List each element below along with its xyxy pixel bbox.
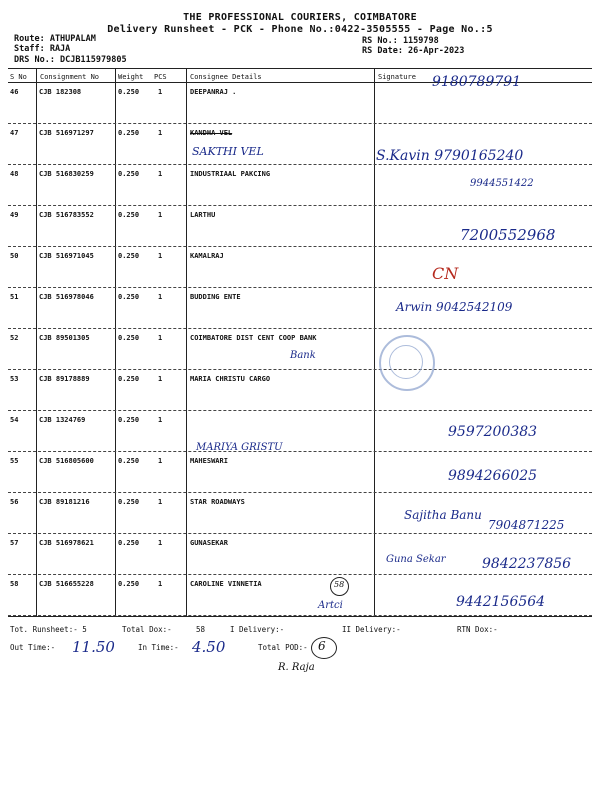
handwritten-note: 58 <box>334 580 345 589</box>
drs-number: DRS No.: DCJB115979805 <box>14 55 127 65</box>
bank-seal-stamp <box>379 335 435 391</box>
row-weight: 0.250 <box>118 457 140 465</box>
company-title: THE PROFESSIONAL COURIERS, COIMBATORE <box>183 12 417 23</box>
route-label: Route: ATHUPALAM <box>14 34 96 44</box>
total-dox-label: Total Dox:- <box>122 625 172 634</box>
row-pcs: 1 <box>158 375 163 383</box>
row-consignment-no: CJB 89181216 <box>39 498 90 506</box>
handwritten-name: MARIYA GRISTU <box>196 442 283 453</box>
row-separator <box>8 574 592 575</box>
handwritten-phone: 9894266025 <box>448 468 538 484</box>
rs-date: RS Date: 26-Apr-2023 <box>362 46 465 56</box>
handwritten-phone: 9842237856 <box>482 556 572 572</box>
staff-label: Staff: RAJA <box>14 44 71 54</box>
row-sno: 49 <box>10 211 19 219</box>
row-weight: 0.250 <box>118 334 140 342</box>
row-pcs: 1 <box>158 498 163 506</box>
row-separator <box>8 328 592 329</box>
row-consignee-name: KAMALRAJ <box>190 252 224 260</box>
out-time-label: Out Time:- <box>10 643 56 652</box>
row-consignee-name: INDUSTRIAAL PAKCING <box>190 170 271 178</box>
row-separator <box>8 287 592 288</box>
row-sno: 55 <box>10 457 19 465</box>
table-top-rule <box>8 68 592 69</box>
row-consignee-name: CAROLINE VINNETIA <box>190 580 262 588</box>
total-pod-label: Total POD:- <box>258 643 308 652</box>
handwritten-phone: 9442156564 <box>456 594 546 610</box>
row-sno: 58 <box>10 580 19 588</box>
row-consignment-no: CJB 182308 <box>39 88 82 96</box>
row-sno: 56 <box>10 498 19 506</box>
col-header-sno: S No <box>10 73 27 81</box>
row-consignment-no: CJB 516971297 <box>39 129 94 137</box>
row-separator <box>8 451 592 452</box>
row-consignment-no: CJB 89178889 <box>39 375 90 383</box>
row-sno: 46 <box>10 88 19 96</box>
row-sno: 54 <box>10 416 19 424</box>
row-consignment-no: CJB 516830259 <box>39 170 94 178</box>
col-header-signature: Signature <box>378 73 416 81</box>
out-time-value: 11.50 <box>72 638 115 656</box>
row-separator <box>8 533 592 534</box>
handwritten-phone: 9597200383 <box>448 424 538 440</box>
handwritten-phone: 7904871225 <box>488 518 565 532</box>
row-consignment-no: CJB 516978621 <box>39 539 94 547</box>
row-sno: 51 <box>10 293 19 301</box>
row-sno: 53 <box>10 375 19 383</box>
row-weight: 0.250 <box>118 375 140 383</box>
row-weight: 0.250 <box>118 416 140 424</box>
row-sno: 57 <box>10 539 19 547</box>
footer-rule <box>8 616 592 617</box>
runsheet-title: Delivery Runsheet - PCK - Phone No.:0422-3505555 - Page No.:5 <box>107 24 493 35</box>
handwritten-phone: 7200552968 <box>460 226 556 244</box>
row-pcs: 1 <box>158 129 163 137</box>
row-separator <box>8 246 592 247</box>
handwritten-note: Bank <box>290 350 316 361</box>
ii-delivery-label: II Delivery:- <box>342 625 401 634</box>
row-weight: 0.250 <box>118 170 140 178</box>
row-separator <box>8 123 592 124</box>
col-header-weight: Weight <box>118 73 144 81</box>
row-pcs: 1 <box>158 88 163 96</box>
handwritten-phone: S.Kavin 9790165240 <box>376 148 524 164</box>
row-consignee-name: DEEPANRAJ . <box>190 88 237 96</box>
handwritten-name: Sajitha Banu <box>404 508 482 522</box>
row-consignee-name: GUNASEKAR <box>190 539 228 547</box>
handwritten-phone: Arwin 9042542109 <box>396 300 513 314</box>
col-header-consignee: Consignee Details <box>190 73 262 81</box>
row-consignee-name: STAR ROADWAYS <box>190 498 245 506</box>
rs-number: RS No.: 1159798 <box>362 36 439 46</box>
row-sno: 48 <box>10 170 19 178</box>
row-consignee-name: MARIA CHRISTU CARGO <box>190 375 271 383</box>
col-header-pcs: PCS <box>154 73 167 81</box>
handwritten-note: Artci <box>318 600 343 611</box>
row-weight: 0.250 <box>118 252 140 260</box>
rtn-dox-label: RTN Dox:- <box>457 625 498 634</box>
total-pod-value: 6 <box>318 639 326 653</box>
handwritten-phone: 9180789791 <box>432 74 522 90</box>
row-consignee-name: KANDHA VEL <box>190 129 233 137</box>
row-pcs: 1 <box>158 170 163 178</box>
row-weight: 0.250 <box>118 88 140 96</box>
row-consignment-no: CJB 516805600 <box>39 457 94 465</box>
row-consignment-no: CJB 1324769 <box>39 416 86 424</box>
i-delivery-label: I Delivery:- <box>230 625 285 634</box>
row-separator <box>8 164 592 165</box>
row-sno: 47 <box>10 129 19 137</box>
row-consignee-name: MAHESWARI <box>190 457 228 465</box>
total-dox-value: 58 <box>196 625 206 634</box>
row-weight: 0.250 <box>118 293 140 301</box>
col-header-consignment: Consignment No <box>40 73 100 81</box>
row-pcs: 1 <box>158 334 163 342</box>
row-weight: 0.250 <box>118 129 140 137</box>
total-runsheet: Tot. Runsheet:- 5 <box>10 625 87 634</box>
row-consignment-no: CJB 516971045 <box>39 252 94 260</box>
row-consignment-no: CJB 89501305 <box>39 334 90 342</box>
row-pcs: 1 <box>158 539 163 547</box>
staff-signature: R. Raja <box>278 662 315 673</box>
row-weight: 0.250 <box>118 580 140 588</box>
handwritten-name: SAKTHI VEL <box>192 145 264 158</box>
row-consignment-no: CJB 516783552 <box>39 211 94 219</box>
row-weight: 0.250 <box>118 211 140 219</box>
row-separator <box>8 205 592 206</box>
row-sno: 50 <box>10 252 19 260</box>
row-weight: 0.250 <box>118 539 140 547</box>
in-time-value: 4.50 <box>192 638 226 656</box>
handwritten-note: CN <box>432 264 459 283</box>
row-pcs: 1 <box>158 211 163 219</box>
handwritten-name: Guna Sekar <box>386 554 446 565</box>
row-pcs: 1 <box>158 252 163 260</box>
row-pcs: 1 <box>158 580 163 588</box>
row-separator <box>8 410 592 411</box>
row-consignee-name: COIMBATORE DIST CENT COOP BANK <box>190 334 317 342</box>
row-sno: 52 <box>10 334 19 342</box>
row-consignment-no: CJB 516655228 <box>39 580 94 588</box>
handwritten-phone: 9944551422 <box>470 178 534 189</box>
row-consignment-no: CJB 516978046 <box>39 293 94 301</box>
row-pcs: 1 <box>158 293 163 301</box>
row-weight: 0.250 <box>118 498 140 506</box>
row-pcs: 1 <box>158 457 163 465</box>
in-time-label: In Time:- <box>138 643 179 652</box>
row-separator <box>8 369 592 370</box>
row-pcs: 1 <box>158 416 163 424</box>
row-separator <box>8 492 592 493</box>
row-consignee-name: LARTHU <box>190 211 216 219</box>
row-consignee-name: BUDDING ENTE <box>190 293 241 301</box>
